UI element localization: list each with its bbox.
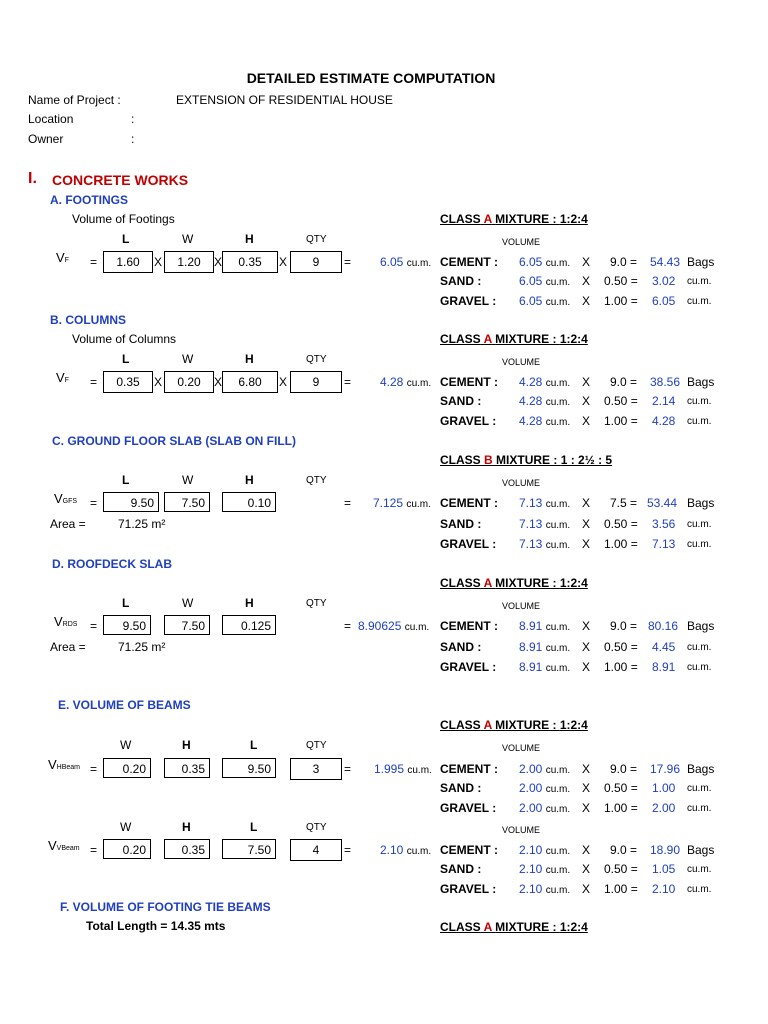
footings-qty-box: 9: [290, 251, 342, 273]
vbeam-sand-unit: cu.m.: [687, 864, 712, 875]
gfs-volume-label: VOLUME: [502, 478, 541, 488]
columns-gravel-result: 4.28: [652, 414, 676, 428]
rds-w-box: 7.50: [164, 615, 210, 635]
vbeam-sand-x: X: [582, 862, 591, 876]
vbeam-h-box: 0.35: [164, 839, 210, 859]
footings-result: 6.05 cu.m.: [380, 255, 432, 269]
owner-colon: :: [131, 132, 135, 146]
columns-cement-result: 38.56: [650, 375, 681, 389]
rds-qty-header: QTY: [306, 598, 327, 609]
vbeam-l-box: 7.50: [222, 839, 276, 859]
columns-h-header: H: [245, 352, 254, 366]
gfs-sand-unit: cu.m.: [687, 519, 712, 530]
columns-equals: =: [90, 375, 98, 389]
rds-equals: =: [90, 619, 98, 633]
columns-l-box: 0.35: [103, 371, 153, 393]
rds-gravel-factor: 1.00 =: [604, 660, 638, 674]
footings-l-box: 1.60: [103, 251, 153, 273]
columns-cement-unit: Bags: [687, 375, 715, 389]
rds-cement-unit: Bags: [687, 619, 715, 633]
footings-mix: CLASS A MIXTURE : 1:2:4: [440, 212, 588, 226]
rds-sand-unit: cu.m.: [687, 642, 712, 653]
footings-x1: X: [154, 255, 163, 269]
columns-cement-factor: 9.0 =: [610, 375, 638, 389]
gfs-equals: =: [90, 496, 98, 510]
rds-l-box: 9.50: [103, 615, 151, 635]
hbeam-gravel-vol: 2.00 cu.m.: [519, 801, 571, 815]
footings-equals2: =: [344, 255, 352, 269]
gfs-cement-label: CEMENT :: [440, 496, 498, 510]
rds-gravel-result: 8.91: [652, 660, 676, 674]
rds-h-header: H: [245, 596, 254, 610]
footings-gravel-unit: cu.m.: [687, 296, 712, 307]
hbeam-equals: =: [90, 762, 98, 776]
columns-equals2: =: [344, 375, 352, 389]
footings-heading: A. FOOTINGS: [50, 193, 128, 207]
gfs-gravel-x: X: [582, 537, 591, 551]
rds-cement-result: 80.16: [648, 619, 679, 633]
footings-sand-result: 3.02: [652, 274, 676, 288]
gfs-l-header: L: [122, 473, 130, 487]
hbeam-sand-label: SAND :: [440, 781, 482, 795]
hbeam-cement-label: CEMENT :: [440, 762, 498, 776]
vbeam-cement-factor: 9.0 =: [610, 843, 638, 857]
hbeam-h-box: 0.35: [164, 758, 210, 778]
rds-cement-x: X: [582, 619, 591, 633]
footings-cement-unit: Bags: [687, 255, 715, 269]
columns-result: 4.28 cu.m.: [380, 375, 432, 389]
footings-equals: =: [90, 255, 98, 269]
columns-qty-header: QTY: [306, 354, 327, 365]
hbeam-sand-vol: 2.00 cu.m.: [519, 781, 571, 795]
vbeam-w-header: W: [120, 820, 132, 834]
vbeam-gravel-vol: 2.10 cu.m.: [519, 882, 571, 896]
rds-gravel-label: GRAVEL :: [440, 660, 497, 674]
rds-h-box: 0.125: [222, 615, 276, 635]
footings-cement-result: 54.43: [650, 255, 681, 269]
columns-mix: CLASS A MIXTURE : 1:2:4: [440, 332, 588, 346]
gfs-sand-result: 3.56: [652, 517, 676, 531]
footings-gravel-factor: 1.00 =: [604, 294, 638, 308]
vbeam-cement-x: X: [582, 843, 591, 857]
footings-w-header: W: [182, 232, 194, 246]
vbeam-w-box: 0.20: [103, 839, 151, 859]
hbeam-qty-header: QTY: [306, 740, 327, 751]
columns-x3: X: [279, 375, 288, 389]
gfs-area-value: 71.25 m²: [118, 517, 166, 531]
hbeam-gravel-label: GRAVEL :: [440, 801, 497, 815]
gfs-qty-header: QTY: [306, 475, 327, 486]
footings-subheading: Volume of Footings: [72, 212, 175, 226]
vbeam-cement-vol: 2.10 cu.m.: [519, 843, 571, 857]
columns-cement-label: CEMENT :: [440, 375, 498, 389]
vbeam-sand-vol: 2.10 cu.m.: [519, 862, 571, 876]
rds-area-label: Area =: [50, 640, 86, 654]
footings-gravel-x: X: [582, 294, 591, 308]
footings-v-symbol: VF: [56, 250, 69, 265]
gfs-gravel-unit: cu.m.: [687, 539, 712, 550]
vbeam-qty-box: 4: [290, 839, 342, 861]
gfs-cement-vol: 7.13 cu.m.: [519, 496, 571, 510]
footings-cement-vol: 6.05 cu.m.: [519, 255, 571, 269]
hbeam-gravel-x: X: [582, 801, 591, 815]
rds-heading: D. ROOFDECK SLAB: [52, 557, 172, 571]
footings-cement-factor: 9.0 =: [610, 255, 638, 269]
vbeam-sand-factor: 0.50 =: [604, 862, 638, 876]
footings-qty-header: QTY: [306, 234, 327, 245]
columns-heading: B. COLUMNS: [50, 313, 126, 327]
hbeam-sand-unit: cu.m.: [687, 783, 712, 794]
rds-sand-result: 4.45: [652, 640, 676, 654]
vbeam-qty-header: QTY: [306, 822, 327, 833]
vbeam-gravel-unit: cu.m.: [687, 884, 712, 895]
gfs-cement-unit: Bags: [687, 496, 715, 510]
footings-gravel-vol: 6.05 cu.m.: [519, 294, 571, 308]
vbeam-gravel-result: 2.10: [652, 882, 676, 896]
tiebeams-total-length: Total Length = 14.35 mts: [86, 919, 226, 933]
tiebeams-heading: F. VOLUME OF FOOTING TIE BEAMS: [60, 900, 271, 914]
columns-gravel-unit: cu.m.: [687, 416, 712, 427]
vbeam-sand-label: SAND :: [440, 862, 482, 876]
section-number: I.: [28, 170, 37, 187]
gfs-sand-label: SAND :: [440, 517, 482, 531]
footings-w-box: 1.20: [164, 251, 214, 273]
hbeam-l-header: L: [250, 738, 258, 752]
footings-h-header: H: [245, 232, 254, 246]
hbeam-w-header: W: [120, 738, 132, 752]
hbeam-equals2: =: [344, 762, 352, 776]
footings-sand-unit: cu.m.: [687, 276, 712, 287]
gfs-v-symbol: VGFS: [54, 491, 78, 506]
gfs-equals2: =: [344, 496, 352, 510]
columns-sand-factor: 0.50 =: [604, 394, 638, 408]
gfs-cement-x: X: [582, 496, 591, 510]
vbeam-result: 2.10 cu.m.: [380, 843, 432, 857]
rds-equals2: =: [344, 619, 352, 633]
page-title: DETAILED ESTIMATE COMPUTATION: [246, 70, 496, 86]
hbeam-sand-result: 1.00: [652, 781, 676, 795]
gfs-l-box: 9.50: [103, 492, 159, 512]
footings-sand-vol: 6.05 cu.m.: [519, 274, 571, 288]
gfs-cement-factor: 7.5 =: [610, 496, 638, 510]
columns-h-box: 6.80: [222, 371, 278, 393]
rds-cement-label: CEMENT :: [440, 619, 498, 633]
columns-gravel-label: GRAVEL :: [440, 414, 497, 428]
rds-volume-label: VOLUME: [502, 601, 541, 611]
columns-sand-unit: cu.m.: [687, 396, 712, 407]
gfs-sand-factor: 0.50 =: [604, 517, 638, 531]
rds-sand-x: X: [582, 640, 591, 654]
section-title: CONCRETE WORKS: [52, 172, 189, 188]
vbeam-sand-result: 1.05: [652, 862, 676, 876]
rds-mix: CLASS A MIXTURE : 1:2:4: [440, 576, 588, 590]
vbeam-gravel-label: GRAVEL :: [440, 882, 497, 896]
rds-sand-vol: 8.91 cu.m.: [519, 640, 571, 654]
vbeam-cement-unit: Bags: [687, 843, 715, 857]
gfs-gravel-factor: 1.00 =: [604, 537, 638, 551]
hbeam-gravel-factor: 1.00 =: [604, 801, 638, 815]
gfs-sand-vol: 7.13 cu.m.: [519, 517, 571, 531]
gfs-gravel-label: GRAVEL :: [440, 537, 497, 551]
rds-v-symbol: VRDS: [54, 614, 78, 629]
footings-cement-x: X: [582, 255, 591, 269]
hbeam-cement-unit: Bags: [687, 762, 715, 776]
columns-v-symbol: VF: [56, 370, 69, 385]
hbeam-gravel-unit: cu.m.: [687, 803, 712, 814]
gfs-mix: CLASS B MIXTURE : 1 : 2½ : 5: [440, 453, 613, 467]
columns-cement-x: X: [582, 375, 591, 389]
hbeam-v-symbol: VHBeam: [48, 757, 81, 772]
vbeam-l-header: L: [250, 820, 258, 834]
columns-sand-x: X: [582, 394, 591, 408]
columns-subheading: Volume of Columns: [72, 332, 177, 346]
hbeam-cement-result: 17.96: [650, 762, 681, 776]
rds-area-value: 71.25 m²: [118, 640, 166, 654]
columns-w-box: 0.20: [164, 371, 214, 393]
columns-x2: X: [214, 375, 223, 389]
gfs-w-box: 7.50: [164, 492, 210, 512]
rds-sand-factor: 0.50 =: [604, 640, 638, 654]
columns-l-header: L: [122, 352, 130, 366]
footings-volume-label: VOLUME: [502, 237, 541, 247]
footings-l-header: L: [122, 232, 130, 246]
vbeam-h-header: H: [182, 820, 191, 834]
tiebeams-mix: CLASS A MIXTURE : 1:2:4: [440, 920, 588, 934]
rds-l-header: L: [122, 596, 130, 610]
gfs-gravel-result: 7.13: [652, 537, 676, 551]
gfs-w-header: W: [182, 473, 194, 487]
gfs-sand-x: X: [582, 517, 591, 531]
footings-gravel-result: 6.05: [652, 294, 676, 308]
vbeam-cement-result: 18.90: [650, 843, 681, 857]
columns-cement-vol: 4.28 cu.m.: [519, 375, 571, 389]
columns-gravel-x: X: [582, 414, 591, 428]
gfs-area-label: Area =: [50, 517, 86, 531]
columns-w-header: W: [182, 352, 194, 366]
beams-mix: CLASS A MIXTURE : 1:2:4: [440, 718, 588, 732]
footings-gravel-label: GRAVEL :: [440, 294, 497, 308]
footings-x3: X: [279, 255, 288, 269]
location-label: Location: [28, 112, 74, 126]
hbeam-qty-box: 3: [290, 758, 342, 780]
footings-sand-label: SAND :: [440, 274, 482, 288]
hbeam-cement-factor: 9.0 =: [610, 762, 638, 776]
footings-h-box: 0.35: [222, 251, 278, 273]
rds-gravel-vol: 8.91 cu.m.: [519, 660, 571, 674]
hbeam-h-header: H: [182, 738, 191, 752]
rds-sand-label: SAND :: [440, 640, 482, 654]
columns-sand-result: 2.14: [652, 394, 676, 408]
vbeam-cement-label: CEMENT :: [440, 843, 498, 857]
hbeam-cement-x: X: [582, 762, 591, 776]
vbeam-equals2: =: [344, 843, 352, 857]
hbeam-sand-x: X: [582, 781, 591, 795]
hbeam-gravel-result: 2.00: [652, 801, 676, 815]
gfs-cement-result: 53.44: [647, 496, 678, 510]
vbeam-equals: =: [90, 843, 98, 857]
project-label: Name of Project :: [28, 93, 121, 107]
vbeam-gravel-factor: 1.00 =: [604, 882, 638, 896]
columns-qty-box: 9: [290, 371, 342, 393]
rds-cement-factor: 9.0 =: [610, 619, 638, 633]
footings-sand-factor: 0.50 =: [604, 274, 638, 288]
gfs-h-header: H: [245, 473, 254, 487]
columns-sand-label: SAND :: [440, 394, 482, 408]
hbeam-volume-label: VOLUME: [502, 743, 541, 753]
gfs-heading: C. GROUND FLOOR SLAB (SLAB ON FILL): [52, 434, 296, 448]
owner-label: Owner: [28, 132, 64, 146]
beams-heading: E. VOLUME OF BEAMS: [58, 698, 191, 712]
columns-gravel-vol: 4.28 cu.m.: [519, 414, 571, 428]
columns-x1: X: [154, 375, 163, 389]
vbeam-v-symbol: VVBeam: [48, 838, 80, 853]
footings-cement-label: CEMENT :: [440, 255, 498, 269]
vbeam-volume-label: VOLUME: [502, 825, 541, 835]
rds-result: 8.90625 cu.m.: [358, 619, 430, 633]
project-value: EXTENSION OF RESIDENTIAL HOUSE: [176, 93, 393, 107]
hbeam-result: 1.995 cu.m.: [374, 762, 432, 776]
hbeam-cement-vol: 2.00 cu.m.: [519, 762, 571, 776]
rds-w-header: W: [182, 596, 194, 610]
location-colon: :: [131, 112, 135, 126]
gfs-h-box: 0.10: [222, 492, 276, 512]
footings-x2: X: [214, 255, 223, 269]
gfs-gravel-vol: 7.13 cu.m.: [519, 537, 571, 551]
hbeam-l-box: 9.50: [222, 758, 276, 778]
columns-sand-vol: 4.28 cu.m.: [519, 394, 571, 408]
rds-gravel-unit: cu.m.: [687, 662, 712, 673]
footings-sand-x: X: [582, 274, 591, 288]
hbeam-w-box: 0.20: [103, 758, 151, 778]
columns-volume-label: VOLUME: [502, 357, 541, 367]
rds-gravel-x: X: [582, 660, 591, 674]
hbeam-sand-factor: 0.50 =: [604, 781, 638, 795]
columns-gravel-factor: 1.00 =: [604, 414, 638, 428]
rds-cement-vol: 8.91 cu.m.: [519, 619, 571, 633]
gfs-result: 7.125 cu.m.: [373, 496, 431, 510]
vbeam-gravel-x: X: [582, 882, 591, 896]
